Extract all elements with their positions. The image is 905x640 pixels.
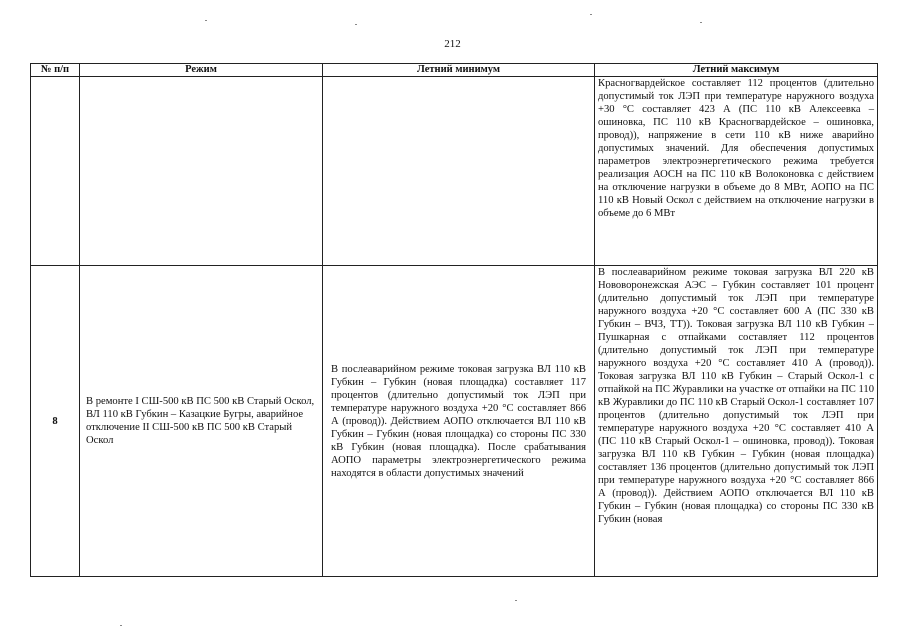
summer-max-cell: Красногвардейское составляет 112 процентов (длительно допустимый ток ЛЭП при температуре наружного воздуха +30 °С составляет 423 А (ПС 110 кВ Алексеевка – ошиновка, ПС 110 кВ Красногвардейское – ошиновка, провод)), напряжение в сети 110 кВ ниже аварийно допустимых значений. Для обеспечения допустимых параметров электроэнергетического режима требуется реализация АОСН на ПС 110 кВ Волоконовка с действием на отключение нагрузки в объеме до 8 МВт, АОПО на ПС 110 кВ Новый Оскол с действием на отключение нагрузки в объеме до 6 МВт	[595, 77, 878, 266]
row-number-cell	[31, 77, 80, 266]
table-row	[31, 266, 878, 577]
header-number: № п/п	[31, 64, 80, 77]
header-summer-min: Летний минимум	[323, 64, 595, 77]
summer-min-cell	[323, 77, 595, 266]
table-header-row	[31, 64, 878, 77]
regime-table	[30, 63, 878, 577]
page-number: 212	[444, 38, 461, 50]
mode-cell: В ремонте I СШ-500 кВ ПС 500 кВ Старый Оскол, ВЛ 110 кВ Губкин – Казацкие Бугры, аварийное отключение II СШ-500 кВ ПС 500 кВ Старый Оскол	[80, 266, 323, 577]
scan-speck	[700, 22, 702, 23]
scan-speck	[355, 24, 357, 25]
header-mode: Режим	[80, 64, 323, 77]
scan-speck	[205, 20, 207, 21]
header-summer-max: Летний максимум	[595, 64, 878, 77]
summer-max-text: В послеаварийном режиме токовая загрузка ВЛ 220 кВ Нововоронежская АЭС – Губкин составляет 101 процент (длительно допустимый ток ЛЭП при температуре наружного воздуха +20 °С составляет 600 А (ПС 330 кВ Губкин – ВЧЗ, ТТ)). Токовая загрузка ВЛ 110 кВ Губкин – Пушкарная с отпайками составляет 112 процентов (длительно допустимый ток ЛЭП при температуре наружного воздуха +20 °С составляет 410 А (провод)). Токовая загрузка ВЛ 110 кВ Губкин – Старый Оскол-1 с отпайкой на ПС Журавлики на участке от отпайки на ПС 110 кВ Журавлики до ПС 110 кВ Старый Оскол-1 составляет 107 процентов (длительно допустимый ток ЛЭП при температуре наружного воздуха +20 °С составляет 410 А (ПС 110 кВ Старый Оскол-1 – ошиновка, провод)). Токовая загрузка ВЛ 110 кВ Губкин – Губкин (новая площадка) составляет 136 процентов (длительно допустимый ток ЛЭП при температуре наружного воздуха +20 °С составляет 866 А (провод)). Действием АОПО отключается ВЛ 110 кВ Губкин – Губкин (новая площадка) со стороны ПС 330 кВ Губкин (новая	[598, 267, 874, 525]
summer-min-cell: В послеаварийном режиме токовая загрузка ВЛ 110 кВ Губкин – Губкин (новая площадка) составляет 117 процентов (длительно допустимый ток ЛЭП при температуре наружного воздуха +20 °С составляет 866 А (провод)). Действием АОПО отключается ВЛ 110 кВ Губкин – Губкин (новая площадка) со стороны ПС 330 кВ Губкин (новая площадка). После срабатывания АОПО параметры электроэнергетического режима находятся в области допустимых значений	[323, 266, 595, 577]
row-number-cell: 8	[31, 266, 80, 577]
mode-cell	[80, 77, 323, 266]
summer-max-cell	[595, 266, 878, 577]
table-row	[31, 77, 878, 266]
scan-speck	[120, 625, 122, 626]
scan-speck	[515, 600, 517, 601]
scan-speck	[590, 14, 592, 15]
